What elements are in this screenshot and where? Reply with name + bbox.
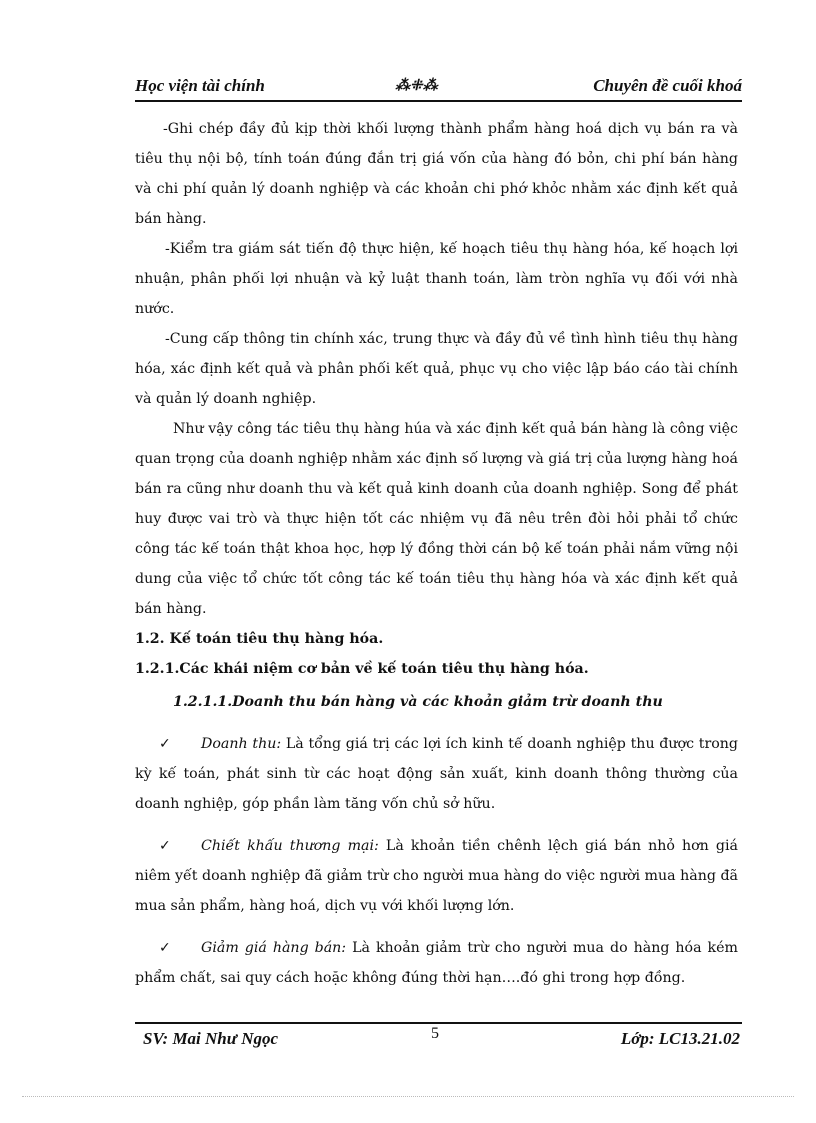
subsection-heading: 1.2.1.Các khái niệm cơ bản về kế toán tiêu thụ hàng hóa. bbox=[135, 661, 589, 677]
paragraph-provide-info: -Cung cấp thông tin chính xác, trung thực và đầy đủ về tình hình tiêu thụ hàng hóa, xác định kết quả và phân phối kết quả, phục vụ cho việc lập báo cáo tài chính và quản lý doanh nghiệp. bbox=[135, 331, 738, 407]
page-header bbox=[135, 76, 742, 102]
document-body bbox=[135, 114, 738, 993]
paragraph-summary: Như vậy công tác tiêu thụ hàng húa và xác định kết quả bán hàng là công việc quan trọng của doanh nghiệp nhằm xác định số lượng và giá trị của lượng hàng hoá bán ra cũng như doanh thu và kết quả kinh doanh của doanh nghiệp. Song để phát huy được vai trò và thực hiện tốt các nhiệm vụ đã nêu trên đòi hỏi phải tổ chức công tác kế toán thật khoa học, hợp lý đồng thời cán bộ kế toán phải nắm vững nội dung của việc tổ chức tốt công tác kế toán tiêu thụ hàng hóa và xác định kết quả bán hàng. bbox=[135, 421, 738, 617]
term-trade-discount: Chiết khấu thương mại: bbox=[201, 838, 379, 854]
footer-student: SV: Mai Như Ngọc bbox=[143, 1029, 279, 1048]
footer-class: Lớp: LC13.21.02 bbox=[620, 1029, 740, 1048]
bullet-revenue bbox=[135, 729, 738, 819]
term-sales-allowance: Giảm giá hàng bán: bbox=[201, 940, 347, 956]
bullet-sales-allowance bbox=[135, 933, 738, 993]
page-number: 5 bbox=[431, 1025, 439, 1042]
term-revenue: Doanh thu: bbox=[201, 736, 282, 752]
page-edge-divider bbox=[22, 1096, 794, 1097]
definition-revenue: Là tổng giá trị các lợi ích kinh tế doanh nghiệp thu được trong kỳ kế toán, phát sinh từ các hoạt động sản xuất, kinh doanh thông thường của doanh nghiệp, góp phần làm tăng vốn chủ sở hữu. bbox=[135, 736, 738, 812]
bullet-trade-discount bbox=[135, 831, 738, 921]
page-footer bbox=[135, 1022, 742, 1050]
header-report-title: Chuyên đề cuối khoá bbox=[593, 76, 742, 95]
definition-sales-allowance: Là khoản giảm trừ cho người mua do hàng hóa kém phẩm chất, sai quy cách hoặc không đúng thời hạn….đó ghi trong hợp đồng. bbox=[135, 940, 738, 986]
section-heading: 1.2. Kế toán tiêu thụ hàng hóa. bbox=[135, 631, 384, 647]
subsubsection-heading: 1.2.1.1.Doanh thu bán hàng và các khoản giảm trừ doanh thu bbox=[173, 694, 663, 710]
checkmark-icon: ✓ bbox=[159, 838, 171, 854]
paragraph-inspect: -Kiểm tra giám sát tiến độ thực hiện, kế hoạch tiêu thụ hàng hóa, kế hoạch lợi nhuận, phân phối lợi nhuận và kỷ luật thanh toán, làm tròn nghĩa vụ đối với nhà nước. bbox=[135, 241, 738, 317]
checkmark-icon: ✓ bbox=[159, 736, 171, 752]
header-institution: Học viện tài chính bbox=[135, 76, 265, 95]
checkmark-icon: ✓ bbox=[159, 940, 171, 956]
paragraph-record: -Ghi chép đầy đủ kịp thời khối lượng thành phẩm hàng hoá dịch vụ bán ra và tiêu thụ nội bộ, tính toán đúng đắn trị giá vốn của hàng đó bỏn, chi phí bán hàng và chi phí quản lý doanh nghiệp và các khoản chi phớ khỏc nhằm xác định kết quả bán hàng. bbox=[135, 121, 738, 227]
definition-trade-discount: Là khoản tiền chênh lệch giá bán nhỏ hơn giá niêm yết doanh nghiệp đã giảm trừ cho người mua hàng do việc người mua hàng đã mua sản phẩm, hàng hoá, dịch vụ với khối lượng lớn. bbox=[135, 838, 738, 914]
header-ornament: ⁂⁜⁂ bbox=[395, 78, 438, 94]
